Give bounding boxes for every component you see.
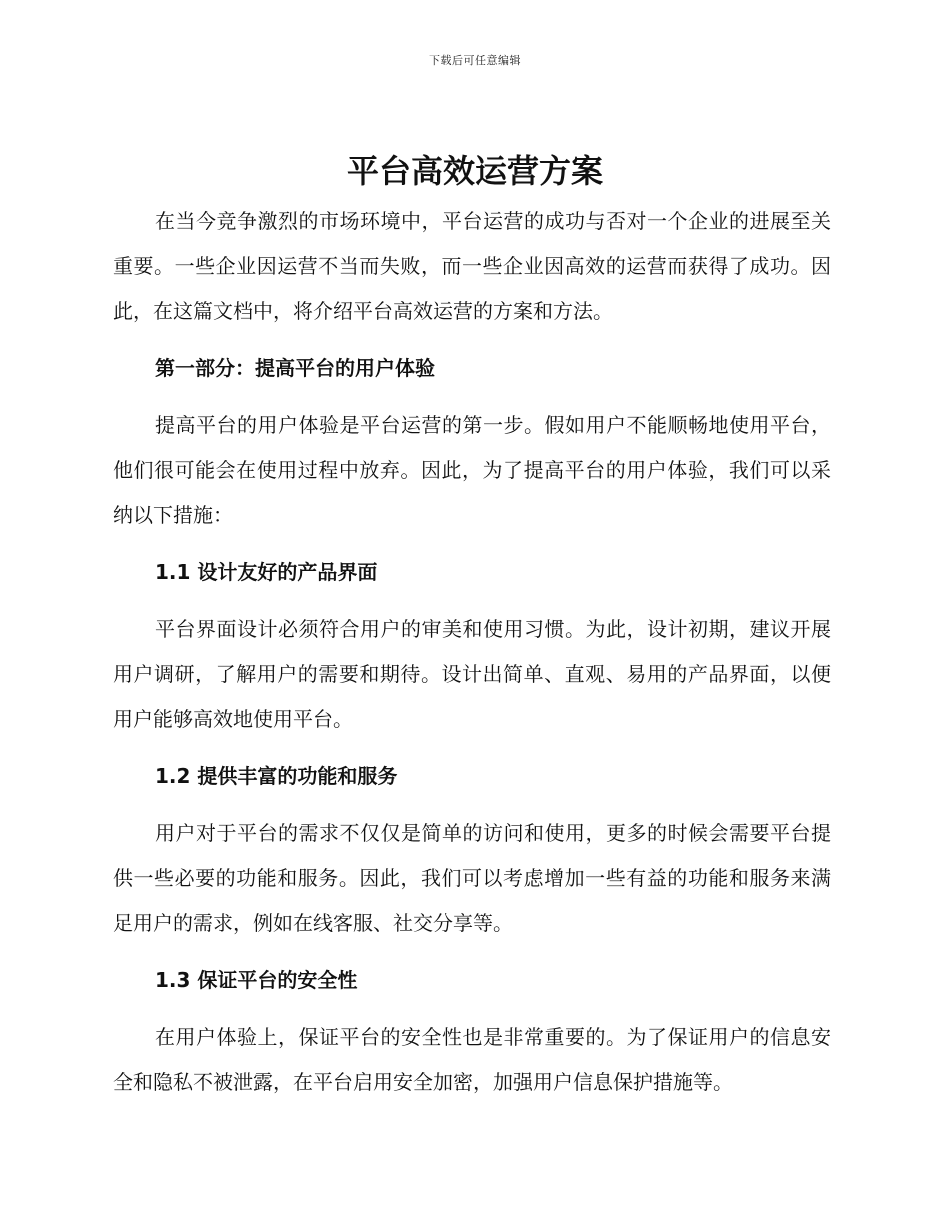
- section-1-2-paragraph: 用户对于平台的需求不仅仅是简单的访问和使用，更多的时候会需要平台提供一些必要的功能和服务。因此，我们可以考虑增加一些有益的功能和服务来满足用户的需求，例如在线客服、社交分享等。: [113, 821, 831, 935]
- section-heading-part1: 第一部分：提高平台的用户体验: [155, 356, 435, 380]
- section-heading-1-1: 1.1 设计友好的产品界面: [155, 560, 378, 584]
- page-header: 下载后可任意编辑: [429, 54, 521, 67]
- section-1-1-paragraph: 平台界面设计必须符合用户的审美和使用习惯。为此，设计初期，建议开展用户调研，了解用户的需要和期待。设计出简单、直观、易用的产品界面，以便用户能够高效地使用平台。: [113, 617, 831, 731]
- section-heading-1-3: 1.3 保证平台的安全性: [155, 968, 358, 992]
- part1-paragraph: 提高平台的用户体验是平台运营的第一步。假如用户不能顺畅地使用平台，他们很可能会在使用过程中放弃。因此，为了提高平台的用户体验，我们可以采纳以下措施：: [113, 413, 831, 527]
- intro-paragraph: 在当今竞争激烈的市场环境中，平台运营的成功与否对一个企业的进展至关重要。一些企业因运营不当而失败，而一些企业因高效的运营而获得了成功。因此，在这篇文档中，将介绍平台高效运营的方案和方法。: [113, 209, 831, 323]
- section-1-3-paragraph: 在用户体验上，保证平台的安全性也是非常重要的。为了保证用户的信息安全和隐私不被泄露，在平台启用安全加密，加强用户信息保护措施等。: [113, 1025, 831, 1094]
- section-heading-1-2: 1.2 提供丰富的功能和服务: [155, 764, 398, 788]
- document-title: 平台高效运营方案: [346, 152, 603, 190]
- document-body: [113, 199, 831, 1105]
